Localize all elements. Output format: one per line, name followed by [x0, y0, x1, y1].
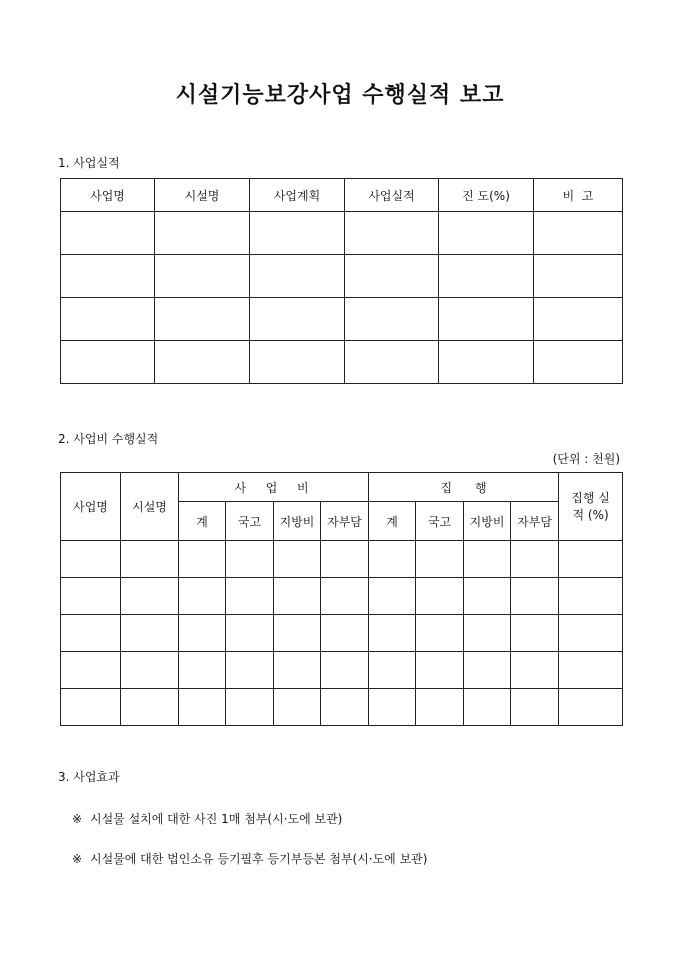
table-cell[interactable] — [416, 615, 464, 652]
header-progress: 진 도(%) — [439, 179, 534, 212]
table-cell[interactable] — [416, 689, 464, 726]
header-budget-local: 지방비 — [274, 502, 321, 541]
table-cell[interactable] — [179, 652, 226, 689]
table-cell[interactable] — [559, 541, 623, 578]
section1-heading: 1. 사업실적 — [58, 156, 120, 170]
section3-heading: 3. 사업효과 — [58, 770, 120, 784]
table-cell[interactable] — [61, 341, 155, 384]
note-registry — [72, 850, 427, 867]
header-budget-total: 계 — [179, 502, 226, 541]
table-cell[interactable] — [416, 541, 464, 578]
table-cell[interactable] — [534, 212, 623, 255]
table-cell[interactable] — [416, 652, 464, 689]
table-cell[interactable] — [250, 255, 345, 298]
table-cell[interactable] — [61, 578, 121, 615]
table-cell[interactable] — [121, 652, 179, 689]
table-cell[interactable] — [439, 212, 534, 255]
note-text: 시설물 설치에 대한 사진 1매 첨부(시·도에 보관) — [90, 812, 343, 826]
header-execution-self: 자부담 — [511, 502, 559, 541]
table-cell[interactable] — [121, 689, 179, 726]
table-cell[interactable] — [369, 541, 416, 578]
table-cell[interactable] — [464, 615, 511, 652]
table-cell[interactable] — [321, 615, 369, 652]
header-execution-total: 계 — [369, 502, 416, 541]
table-cell[interactable] — [155, 298, 250, 341]
section2-heading: 2. 사업비 수행실적 — [58, 432, 159, 446]
table-row — [61, 341, 623, 384]
table-cell[interactable] — [61, 212, 155, 255]
header-budget-national: 국고 — [226, 502, 274, 541]
table-cell[interactable] — [416, 578, 464, 615]
note-text: 시설물에 대한 법인소유 등기필후 등기부등본 첨부(시·도에 보관) — [90, 852, 428, 866]
table-cell[interactable] — [179, 578, 226, 615]
table-cell[interactable] — [226, 652, 274, 689]
reference-mark-icon: ※ — [72, 812, 83, 826]
table-cell[interactable] — [61, 298, 155, 341]
reference-mark-icon: ※ — [72, 852, 83, 866]
header-execution-rate: 집행 실적 (%) — [559, 473, 623, 541]
table-cell[interactable] — [369, 615, 416, 652]
table-cell[interactable] — [274, 652, 321, 689]
header-facility-name: 시설명 — [155, 179, 250, 212]
table-cell[interactable] — [345, 255, 439, 298]
table-cell[interactable] — [274, 578, 321, 615]
table-cell[interactable] — [439, 298, 534, 341]
table-cell[interactable] — [61, 652, 121, 689]
table-cell[interactable] — [345, 298, 439, 341]
table-cell[interactable] — [345, 341, 439, 384]
table-row — [61, 255, 623, 298]
table-cell[interactable] — [345, 212, 439, 255]
table-cell[interactable] — [250, 212, 345, 255]
header-budget-self: 자부담 — [321, 502, 369, 541]
table-row — [61, 541, 623, 578]
table-cell[interactable] — [464, 689, 511, 726]
header-execution-local: 지방비 — [464, 502, 511, 541]
table-cell[interactable] — [534, 341, 623, 384]
table-cell[interactable] — [321, 689, 369, 726]
table-row — [61, 689, 623, 726]
table-cell[interactable] — [559, 689, 623, 726]
table-row — [61, 652, 623, 689]
table-cell[interactable] — [321, 541, 369, 578]
table-cell[interactable] — [511, 652, 559, 689]
header-remarks: 비 고 — [534, 179, 623, 212]
table-cell[interactable] — [61, 541, 121, 578]
header-business-plan: 사업계획 — [250, 179, 345, 212]
table-cell[interactable] — [155, 255, 250, 298]
header-business-name: 사업명 — [61, 179, 155, 212]
table-cell[interactable] — [274, 689, 321, 726]
table-cell[interactable] — [559, 615, 623, 652]
page-title: 시설기능보강사업 수행실적 보고 — [175, 82, 505, 108]
table-cell[interactable] — [369, 578, 416, 615]
budget-execution-table — [60, 472, 623, 726]
table-cell[interactable] — [226, 578, 274, 615]
table-cell[interactable] — [250, 341, 345, 384]
table-cell[interactable] — [321, 652, 369, 689]
table-cell[interactable] — [511, 541, 559, 578]
table-cell[interactable] — [121, 615, 179, 652]
performance-table — [60, 178, 623, 384]
table-cell[interactable] — [511, 689, 559, 726]
table-cell[interactable] — [369, 652, 416, 689]
table-cell[interactable] — [439, 341, 534, 384]
table-row — [61, 212, 623, 255]
table-cell[interactable] — [121, 541, 179, 578]
table-cell[interactable] — [274, 615, 321, 652]
table-cell[interactable] — [121, 578, 179, 615]
table-cell[interactable] — [534, 255, 623, 298]
table-cell[interactable] — [534, 298, 623, 341]
table-cell[interactable] — [559, 652, 623, 689]
table-cell[interactable] — [369, 689, 416, 726]
table-cell[interactable] — [464, 652, 511, 689]
table-cell[interactable] — [155, 341, 250, 384]
table-cell[interactable] — [226, 615, 274, 652]
table-cell[interactable] — [464, 541, 511, 578]
table-row — [61, 298, 623, 341]
header-facility-name: 시설명 — [121, 473, 179, 541]
table-cell[interactable] — [61, 615, 121, 652]
table-cell[interactable] — [61, 255, 155, 298]
table-cell[interactable] — [511, 615, 559, 652]
note-photo — [72, 810, 342, 827]
table-cell[interactable] — [321, 578, 369, 615]
table-cell[interactable] — [61, 689, 121, 726]
table-cell[interactable] — [274, 541, 321, 578]
table-cell[interactable] — [155, 212, 250, 255]
header-execution-group: 집 행 — [369, 473, 559, 502]
table-cell[interactable] — [511, 578, 559, 615]
table-cell[interactable] — [226, 689, 274, 726]
header-business-result: 사업실적 — [345, 179, 439, 212]
header-business-name: 사업명 — [61, 473, 121, 541]
table-row — [61, 578, 623, 615]
unit-note: (단위 : 천원) — [552, 452, 620, 466]
table-cell[interactable] — [439, 255, 534, 298]
table-cell[interactable] — [179, 615, 226, 652]
table-cell[interactable] — [179, 689, 226, 726]
table-cell[interactable] — [464, 578, 511, 615]
table-cell[interactable] — [559, 578, 623, 615]
header-budget-group: 사 업 비 — [179, 473, 369, 502]
table-cell[interactable] — [250, 298, 345, 341]
table-cell[interactable] — [179, 541, 226, 578]
header-execution-national: 국고 — [416, 502, 464, 541]
table-cell[interactable] — [226, 541, 274, 578]
table-row — [61, 615, 623, 652]
